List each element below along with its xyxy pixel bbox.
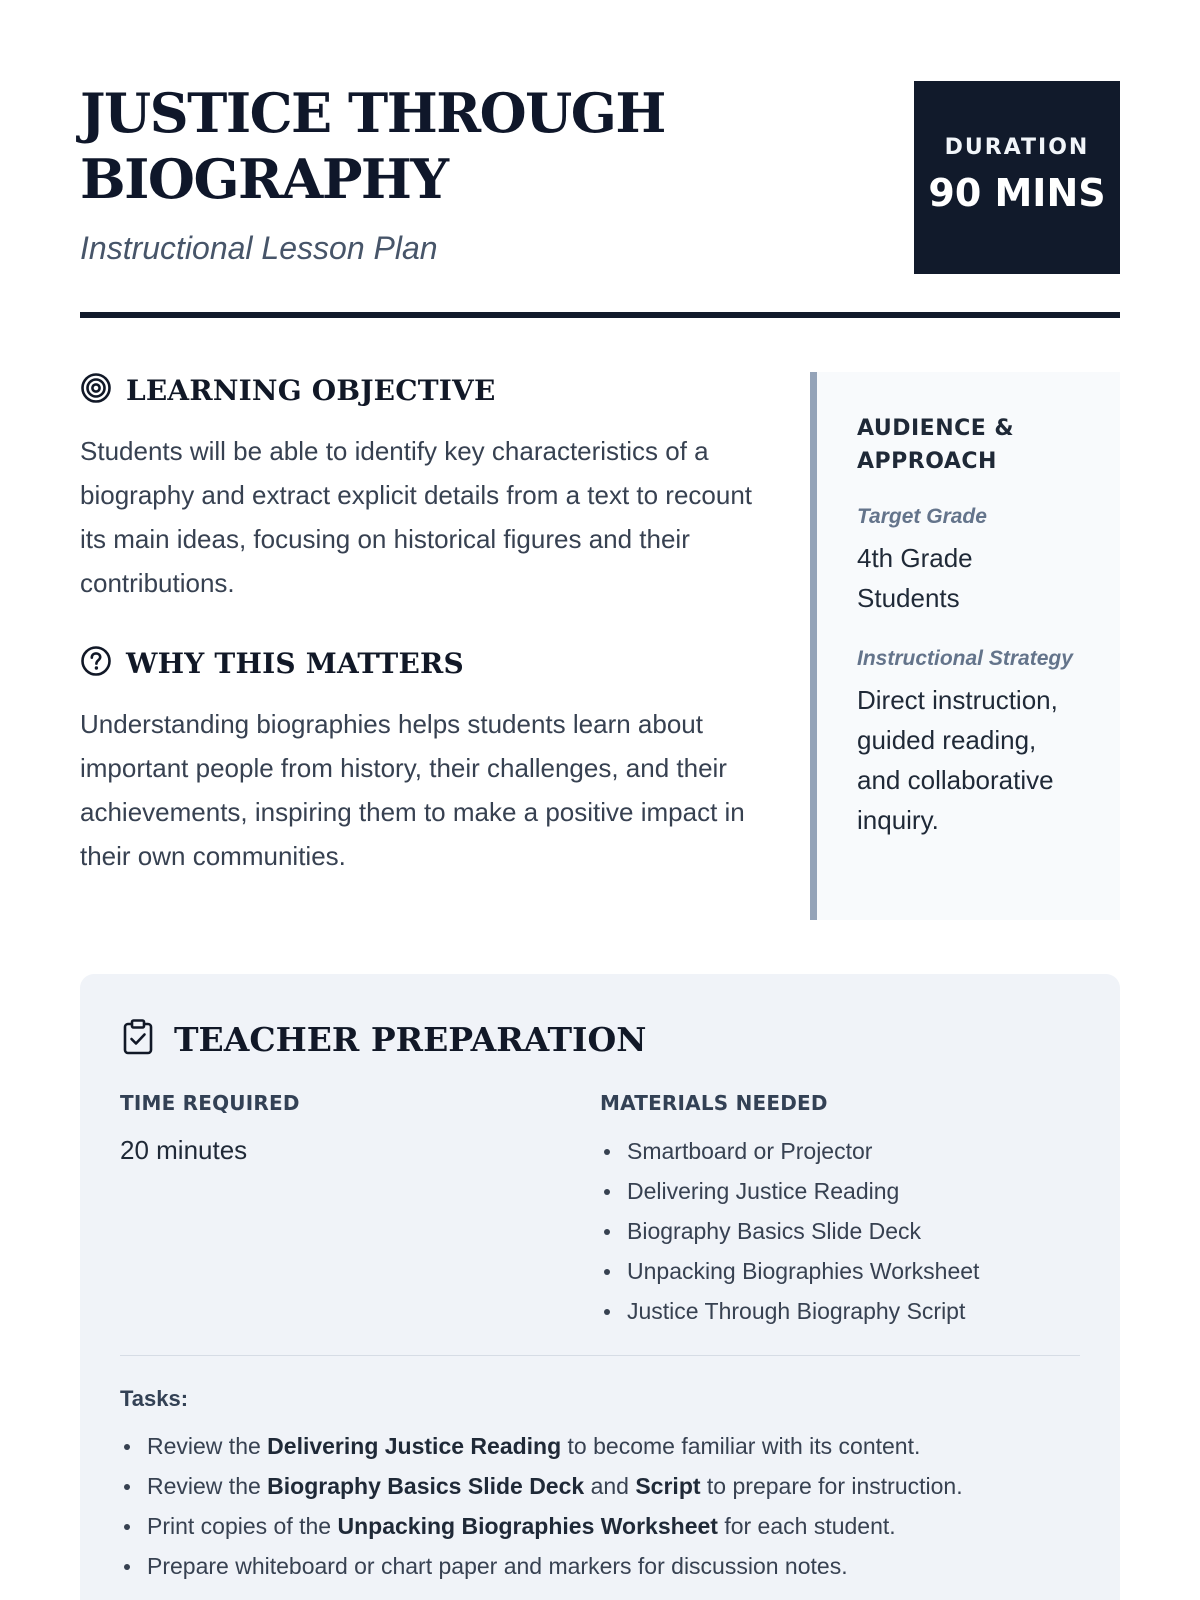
list-item: Delivering Justice Reading (600, 1171, 1080, 1211)
question-circle-icon (80, 645, 112, 682)
audience-title: AUDIENCE & APPROACH (857, 416, 1015, 474)
task-item: Review the Delivering Justice Reading to become familiar with its content. (120, 1426, 1080, 1466)
overview-section (80, 372, 1120, 920)
teacher-preparation-panel (80, 974, 1120, 1600)
task-item: Print copies of the Unpacking Biographies Worksheet for each student. (120, 1506, 1080, 1546)
why-text: Understanding biographies helps students learn about important people from history, their challenges, and their achievements, inspiring them to make a positive impact in their own communities. (80, 709, 745, 871)
prep-divider (120, 1355, 1080, 1356)
duration-label: DURATION (944, 135, 1090, 160)
target-grade-label: Target Grade (857, 505, 987, 528)
duration-badge (914, 81, 1120, 274)
clipboard-check-icon (120, 1018, 156, 1061)
task-item: Review the Biography Basics Slide Deck and Script to prepare for instruction. (120, 1466, 1080, 1506)
why-heading (80, 645, 760, 682)
task-item: Prepare whiteboard or chart paper and markers for discussion notes. (120, 1546, 1080, 1586)
time-required-label: TIME REQUIRED (120, 1091, 300, 1115)
overview-main (80, 372, 760, 920)
objective-heading (80, 372, 760, 409)
duration-value: 90 MINS (928, 171, 1106, 215)
tasks-list (120, 1426, 1080, 1586)
target-icon (80, 372, 112, 409)
list-item: Unpacking Biographies Worksheet (600, 1251, 1080, 1291)
header (80, 80, 1120, 274)
time-required-block (120, 1091, 600, 1331)
materials-block (600, 1091, 1080, 1331)
time-required-value: 20 minutes (120, 1135, 248, 1165)
audience-panel (810, 372, 1120, 920)
why-title: WHY THIS MATTERS (126, 647, 464, 680)
page-title: JUSTICE THROUGH BIOGRAPHY (80, 81, 665, 211)
objective-text: Students will be able to identify key characteristics of a biography and extract explicit details from a text to recount its main ideas, focusing on historical figures and their contributions. (80, 436, 753, 598)
prep-title: TEACHER PREPARATION (174, 1020, 647, 1059)
tasks-label: Tasks: (120, 1386, 189, 1411)
header-divider (80, 312, 1120, 318)
list-item: Biography Basics Slide Deck (600, 1211, 1080, 1251)
strategy-value: Direct instruction, guided reading, and collaborative inquiry. (857, 685, 1058, 835)
strategy-label: Instructional Strategy (857, 647, 1073, 670)
target-grade-value: 4th Grade Students (857, 543, 973, 613)
list-item: Smartboard or Projector (600, 1131, 1080, 1171)
prep-details (120, 1091, 1080, 1331)
materials-list (600, 1131, 1080, 1331)
page-subtitle: Instructional Lesson Plan (80, 230, 438, 266)
list-item: Justice Through Biography Script (600, 1291, 1080, 1331)
materials-label: MATERIALS NEEDED (600, 1091, 828, 1115)
prep-heading (120, 1018, 1080, 1061)
objective-title: LEARNING OBJECTIVE (126, 374, 496, 407)
title-block (80, 80, 800, 267)
